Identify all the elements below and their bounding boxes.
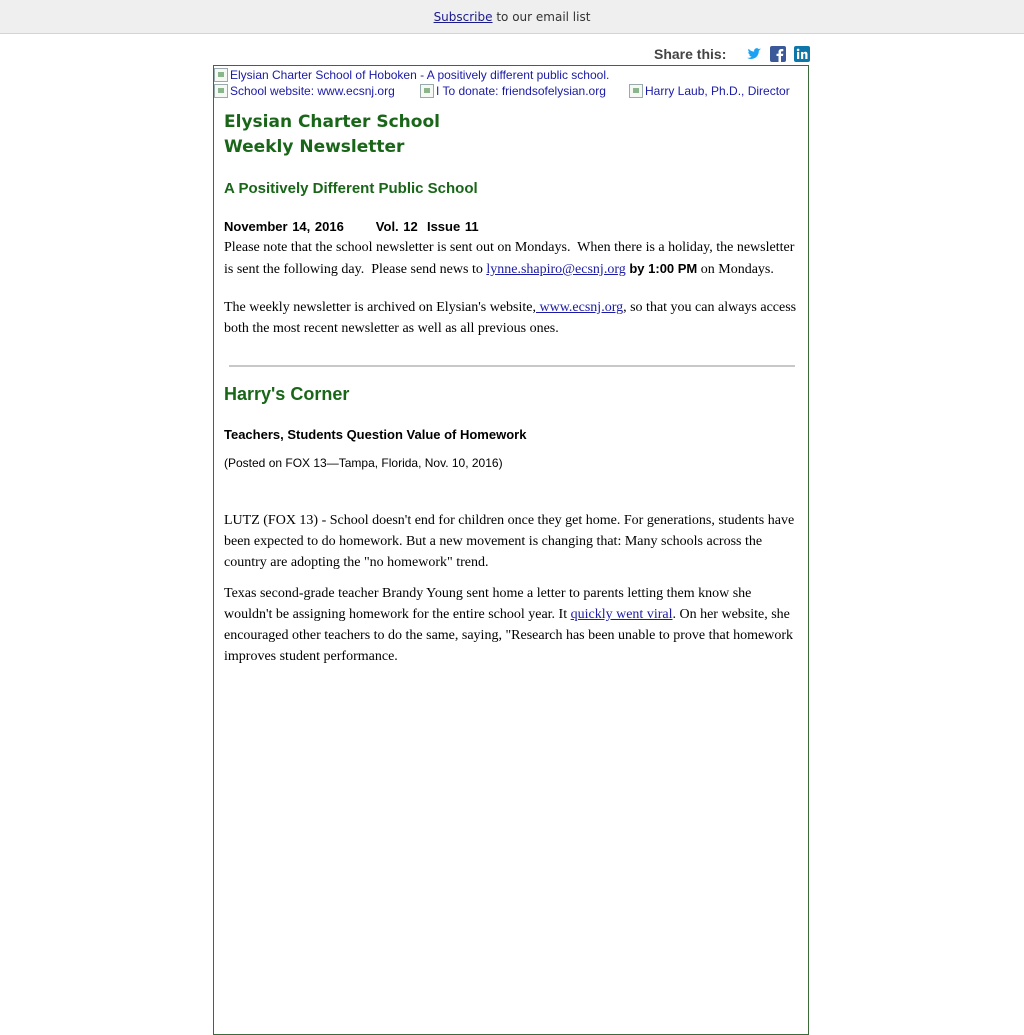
notice-paragraph [224,237,802,280]
broken-image-icon [420,84,434,98]
article-text: Texas second-grade teacher Brandy Young sent home a letter to parents letting them know she wouldn't be assigning homework for the entire school year. It [224,586,752,622]
notice-text-end: on Mondays. [697,262,774,277]
article-text-end: . On her website, she encouraged other teachers to do the same, saying, "Research has been unable to prove that homework improves student performance. [224,607,794,664]
section-divider [229,365,795,367]
article-paragraph-1: LUTZ (FOX 13) - School doesn't end for children once they get home. For generations, students have been expected to do homework. But a new movement is changing that: Many schools across the country are adopting the "no homework" trend. [224,513,795,570]
subscribe-link[interactable]: Subscribe [433,10,493,24]
tagline: A Positively Different Public School [224,180,478,197]
title-line-1: Elysian Charter School [224,112,440,132]
facebook-icon[interactable] [770,46,786,62]
website-link[interactable]: www.ecsnj.org [536,300,624,315]
newsletter-panel [213,65,809,1035]
donate-image[interactable] [420,84,606,98]
director-image[interactable] [629,84,790,98]
share-label: Share this: [654,46,727,62]
donate-image-alt: I To donate: friendsofelysian.org [436,84,606,98]
director-image-alt: Harry Laub, Ph.D., Director [645,84,790,98]
banner-image[interactable] [214,68,609,82]
section-title: Harry's Corner [224,384,350,404]
broken-image-icon [629,84,643,98]
twitter-icon[interactable] [746,46,762,62]
archive-text: The weekly newsletter is archived on Elysian's website, [224,300,536,315]
subscribe-suffix: to our email list [492,10,591,24]
article-title: Teachers, Students Question Value of Homework [224,427,527,442]
archive-text-end: , so that you can always access both the most recent newsletter as well as all previous ones. [224,300,797,336]
deadline-text: by 1:00 PM [625,261,698,276]
share-bar [654,43,810,65]
linkedin-icon[interactable] [794,46,810,62]
broken-image-icon [214,84,228,98]
issue-date: November 14, 2016 [224,219,344,234]
archive-paragraph [224,297,802,339]
banner-image-alt: Elysian Charter School of Hoboken - A positively different public school. [230,68,610,82]
issue-dateline [224,219,479,234]
broken-image-icon [214,68,228,82]
article-source: (Posted on FOX 13—Tampa, Florida, Nov. 10, 2016) [224,456,503,470]
article-paragraph-2 [224,583,802,667]
email-link[interactable]: lynne.shapiro@ecsnj.org [486,262,626,277]
website-image-alt: School website: www.ecsnj.org [230,84,395,98]
issue-volume: Vol. 12 Issue 11 [375,219,479,234]
viral-link[interactable]: quickly went viral [570,607,673,622]
website-image[interactable] [214,84,395,98]
newsletter-title [224,110,440,160]
subscribe-bar [0,0,1024,34]
title-line-2: Weekly Newsletter [224,137,405,157]
notice-text: Please note that the school newsletter is sent out on Mondays. When there is a holiday, the newsletter is sent the following day. Please send news to [224,240,798,277]
